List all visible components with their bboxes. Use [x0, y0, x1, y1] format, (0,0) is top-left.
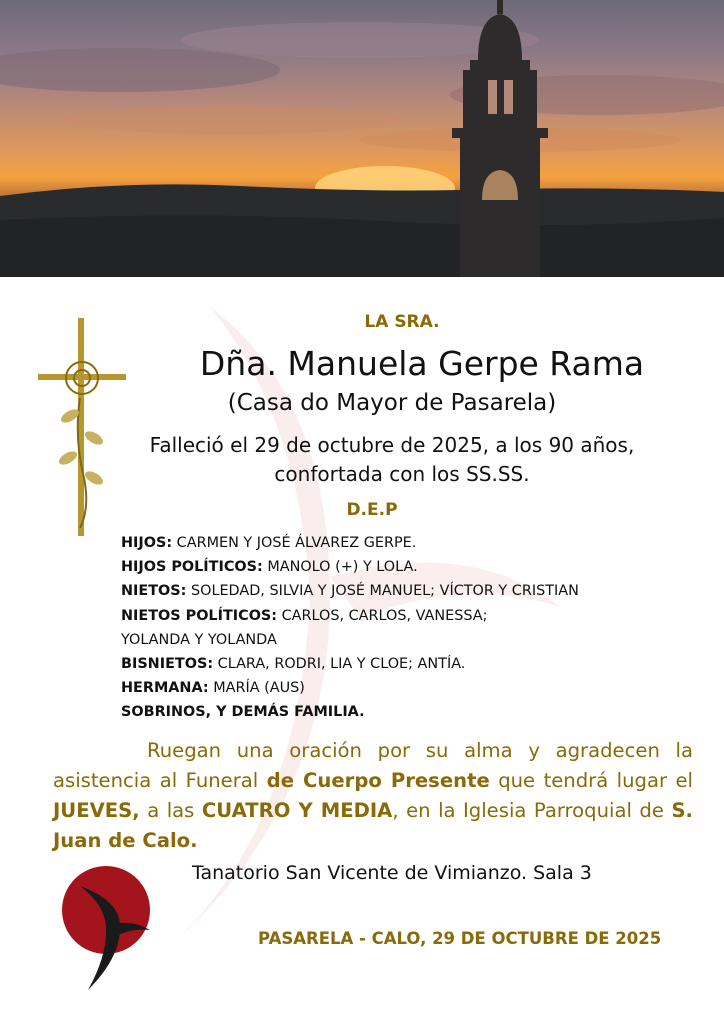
family-label: BISNIETOS: — [121, 656, 214, 673]
family-line — [121, 628, 711, 652]
prayer-bold: JUEVES, — [53, 799, 140, 822]
family-label: SOBRINOS, Y DEMÁS FAMILIA. — [121, 704, 365, 721]
death-line-2: confortada con los SS.SS. — [274, 462, 530, 486]
place-date: PASARELA - CALO, 29 DE OCTUBRE DE 2025 — [258, 929, 662, 948]
family-value: CARMEN Y JOSÉ ÁLVAREZ GERPE. — [172, 535, 417, 551]
family-line — [121, 531, 711, 555]
family-value: MARÍA (AUS) — [208, 680, 305, 697]
prayer-text: que tendrá lugar el — [489, 769, 693, 792]
family-label: HIJOS: — [121, 535, 173, 551]
family-value: YOLANDA Y YOLANDA — [121, 631, 277, 648]
family-line — [121, 555, 711, 579]
family-value: MANOLO (+) Y LOLA. — [262, 559, 418, 576]
prayer-text: , en la Iglesia Parroquial de — [392, 799, 672, 822]
family-list — [121, 531, 711, 725]
family-value: CARLOS, CARLOS, VANESSA; — [277, 607, 488, 624]
header-photo — [0, 0, 724, 277]
funeral-home-logo — [60, 864, 156, 996]
family-label: HIJOS POLÍTICOS: — [121, 559, 263, 576]
prayer-bold: CUATRO Y MEDIA — [201, 799, 393, 822]
family-value: CLARA, RODRI, LIA Y CLOE; ANTÍA. — [213, 656, 466, 673]
family-label: HERMANA: — [121, 680, 209, 697]
prayer-text: Ruegan una oración por su alma y agradecen la asistencia al Funeral — [53, 739, 693, 792]
death-line-1: Falleció el 29 de octubre de 2025, a los 90 años, — [149, 433, 635, 457]
prayer-bold: S. Juan de Calo. — [53, 799, 693, 852]
prayer-text: a las — [139, 799, 202, 822]
family-line — [121, 652, 711, 676]
house-name: (Casa do Mayor de Pasarela) — [227, 390, 557, 416]
funeral-announcement — [53, 736, 693, 856]
family-value: SOLEDAD, SILVIA Y JOSÉ MANUEL; VÍCTOR Y CRISTIAN — [186, 583, 579, 600]
funeral-home: Tanatorio San Vicente de Vimianzo. Sala 3 — [192, 862, 592, 884]
family-label: NIETOS POLÍTICOS: — [121, 607, 278, 624]
church-tower-sunset-image — [0, 0, 724, 277]
family-line — [121, 579, 711, 603]
family-label: NIETOS: — [121, 583, 187, 600]
family-line — [121, 604, 711, 628]
family-line — [121, 700, 711, 724]
family-line — [121, 676, 711, 700]
honorific: LA SRA. — [364, 312, 440, 332]
rip-label: D.E.P — [346, 500, 398, 520]
deceased-name: Dña. Manuela Gerpe Rama — [199, 344, 645, 383]
prayer-bold: de Cuerpo Presente — [266, 769, 490, 792]
